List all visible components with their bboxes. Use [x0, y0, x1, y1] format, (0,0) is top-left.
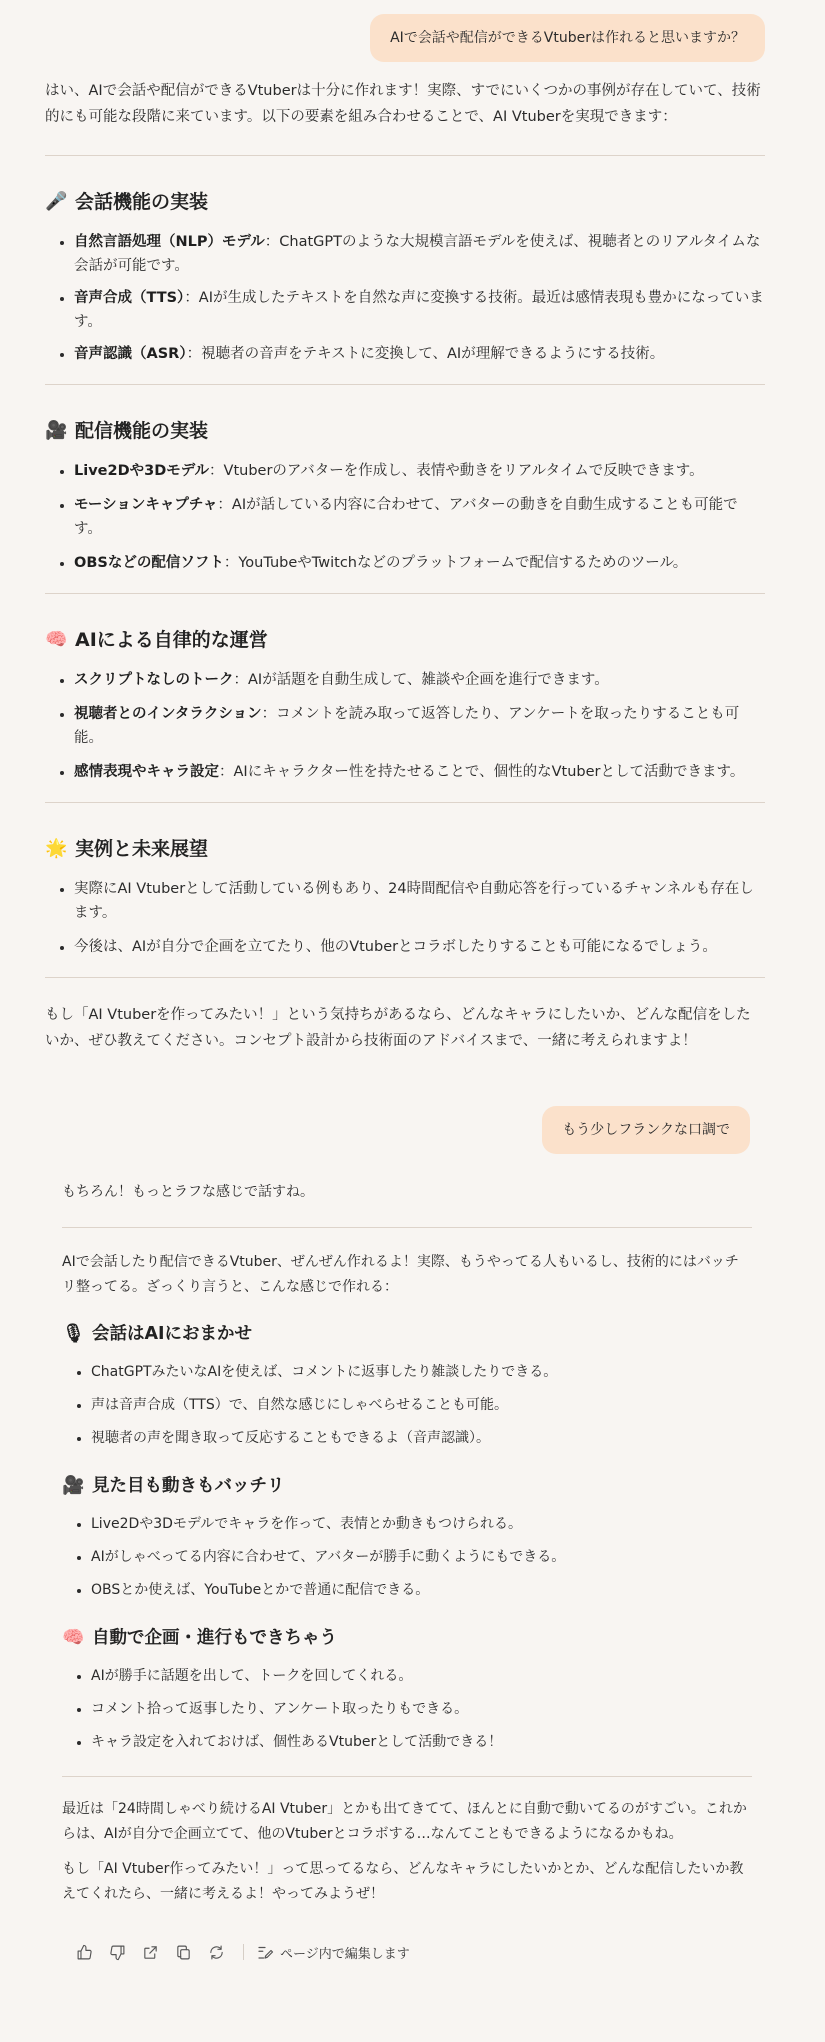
section-heading [45, 626, 765, 654]
section-title: 配信機能の実装 [75, 420, 209, 442]
list-item: • キャラ設定を入れておけば、個性あるVtuberとして活動できる！ [91, 1730, 752, 1754]
user-message-text: AIで会話や配信ができるVtuberは作れると思いますか？ [390, 30, 745, 46]
assistant-closing: 最近は「24時間しゃべり続けるAI Vtuber」とかも出てきてて、ほんとに自動で動いてるのがすごい。これからは、AIが自分で企画立てて、他のVtuberとコラボする…なんてこともできるようになるかもね。 [62, 1801, 747, 1842]
assistant-intro: AIで会話したり配信できるVtuber、ぜんぜん作れるよ！実際、もうやってる人もいるし、技術的にはバッチリ整ってる。ざっくり言うと、こんな感じで作れる： [62, 1254, 739, 1295]
divider [62, 1776, 752, 1777]
list-item: • 音声合成（TTS）：AIが生成したテキストを自然な声に変換する技術。最近は感情表現も豊かになっています。 [74, 286, 765, 334]
copy-button[interactable] [167, 1940, 200, 1964]
list-item: • 音声認識（ASR）：視聴者の音声をテキストに変換して、AIが理解できるようにする技術。 [74, 342, 765, 366]
assistant-message [62, 1180, 752, 1907]
list-item: • スクリプトなしのトーク：AIが話題を自動生成して、雑談や企画を進行できます。 [74, 668, 765, 692]
thumbs-up-icon [76, 1944, 93, 1961]
bullet-list [62, 1664, 752, 1754]
section-auto-planning [62, 1624, 752, 1754]
section-title: 会話はAIにおまかせ [92, 1324, 253, 1344]
user-message-bubble [542, 1106, 750, 1154]
divider [45, 593, 765, 594]
list-item: • 自然言語処理（NLP）モデル：ChatGPTのような大規模言語モデルを使えば、視聴者とのリアルタイムな会話が可能です。 [74, 230, 765, 278]
bullet-list [45, 230, 765, 366]
list-item: • 視聴者とのインタラクション：コメントを読み取って返答したり、アンケートを取ったりすることも可能。 [74, 702, 765, 750]
list-item: • コメント拾って返事したり、アンケート取ったりもできる。 [91, 1697, 752, 1721]
brain-icon: 🧠 [62, 1627, 85, 1648]
section-heading [62, 1320, 752, 1348]
list-item: • AIが勝手に話題を出して、トークを回してくれる。 [91, 1664, 752, 1688]
list-item: • OBSとか使えば、YouTubeとかで普通に配信できる。 [91, 1578, 752, 1602]
bullet-list [62, 1360, 752, 1450]
microphone-icon: 🎤 [45, 191, 68, 212]
divider [45, 802, 765, 803]
edit-icon [256, 1943, 274, 1961]
edit-label: ページ内で編集します [280, 1946, 410, 1962]
list-item: • 今後は、AIが自分で企画を立てたり、他のVtuberとコラボしたりすることも可能になるでしょう。 [74, 935, 765, 959]
list-item: • モーションキャプチャ：AIが話している内容に合わせて、アバターの動きを自動生成することも可能です。 [74, 493, 765, 541]
divider [45, 155, 765, 156]
section-autonomy [45, 626, 765, 784]
section-streaming [45, 417, 765, 575]
list-item: • ChatGPTみたいなAIを使えば、コメントに返事したり雑談したりできる。 [91, 1360, 752, 1384]
share-button[interactable] [134, 1940, 167, 1964]
section-appearance [62, 1472, 752, 1602]
section-heading [45, 835, 765, 863]
message-action-bar [68, 1940, 410, 1964]
section-conversation [45, 188, 765, 366]
section-future [45, 835, 765, 959]
movie-camera-icon: 🎥 [45, 420, 68, 441]
list-item: • 視聴者の声を聞き取って反応することもできるよ（音声認識）。 [91, 1426, 752, 1450]
section-title: AIによる自律的な運営 [75, 629, 268, 651]
movie-camera-icon: 🎥 [62, 1475, 85, 1496]
list-item: • Live2Dや3Dモデル：Vtuberのアバターを作成し、表情や動きをリアルタイムで反映できます。 [74, 459, 765, 483]
thumbs-down-icon [109, 1944, 126, 1961]
list-item: • Live2Dや3Dモデルでキャラを作って、表情とか動きもつけられる。 [91, 1512, 752, 1536]
bullet-list [45, 459, 765, 575]
action-separator [243, 1944, 244, 1960]
section-heading [45, 188, 765, 216]
divider [45, 977, 765, 978]
section-title: 自動で企画・進行もできちゃう [92, 1628, 337, 1648]
list-item: • 声は音声合成（TTS）で、自然な感じにしゃべらせることも可能。 [91, 1393, 752, 1417]
share-icon [142, 1944, 159, 1961]
sun-icon: 🌟 [45, 838, 68, 859]
assistant-message [45, 78, 765, 1054]
section-title: 見た目も動きもバッチリ [92, 1476, 285, 1496]
section-talk [62, 1320, 752, 1450]
list-item: • 実際にAI Vtuberとして活動している例もあり、24時間配信や自動応答を行っているチャンネルも存在します。 [74, 877, 765, 925]
thumbs-up-button[interactable] [68, 1940, 101, 1964]
regenerate-icon [208, 1944, 225, 1961]
list-item: • AIがしゃべってる内容に合わせて、アバターが勝手に動くようにもできる。 [91, 1545, 752, 1569]
section-title: 会話機能の実装 [75, 191, 209, 213]
section-heading [45, 417, 765, 445]
edit-in-page-button[interactable] [256, 1943, 410, 1962]
divider [62, 1227, 752, 1228]
user-message-bubble [370, 14, 765, 62]
divider [45, 384, 765, 385]
assistant-closing: もし「AI Vtuberを作ってみたい！」という気持ちがあるなら、どんなキャラにしたいか、どんな配信をしたいか、ぜひ教えてください。コンセプト設計から技術面のアドバイスまで、一緒に考えられますよ！ [45, 1007, 751, 1049]
thumbs-down-button[interactable] [101, 1940, 134, 1964]
studio-microphone-icon: 🎙 [62, 1323, 85, 1344]
bullet-list [45, 668, 765, 784]
list-item: • 感情表現やキャラ設定：AIにキャラクター性を持たせることで、個性的なVtuberとして活動できます。 [74, 760, 765, 784]
bullet-list [62, 1512, 752, 1602]
regenerate-button[interactable] [200, 1940, 233, 1964]
section-heading [62, 1624, 752, 1652]
assistant-intro: はい、AIで会話や配信ができるVtuberは十分に作れます！実際、すでにいくつかの事例が存在していて、技術的にも可能な段階に来ています。以下の要素を組み合わせることで、AI Vtuberを実現できます： [45, 83, 761, 125]
user-message-text: もう少しフランクな口調で [562, 1122, 730, 1138]
assistant-closing: もし「AI Vtuber作ってみたい！」って思ってるなら、どんなキャラにしたいかとか、どんな配信したいか教えてくれたら、一緒に考えるよ！やってみようぜ！ [62, 1861, 744, 1902]
list-item: • OBSなどの配信ソフト：YouTubeやTwitchなどのプラットフォームで配信するためのツール。 [74, 551, 765, 575]
bullet-list [45, 877, 765, 959]
section-heading [62, 1472, 752, 1500]
assistant-opener: もちろん！もっとラフな感じで話すね。 [62, 1184, 314, 1200]
brain-icon: 🧠 [45, 629, 68, 650]
copy-icon [175, 1944, 192, 1961]
section-title: 実例と未来展望 [75, 838, 209, 860]
